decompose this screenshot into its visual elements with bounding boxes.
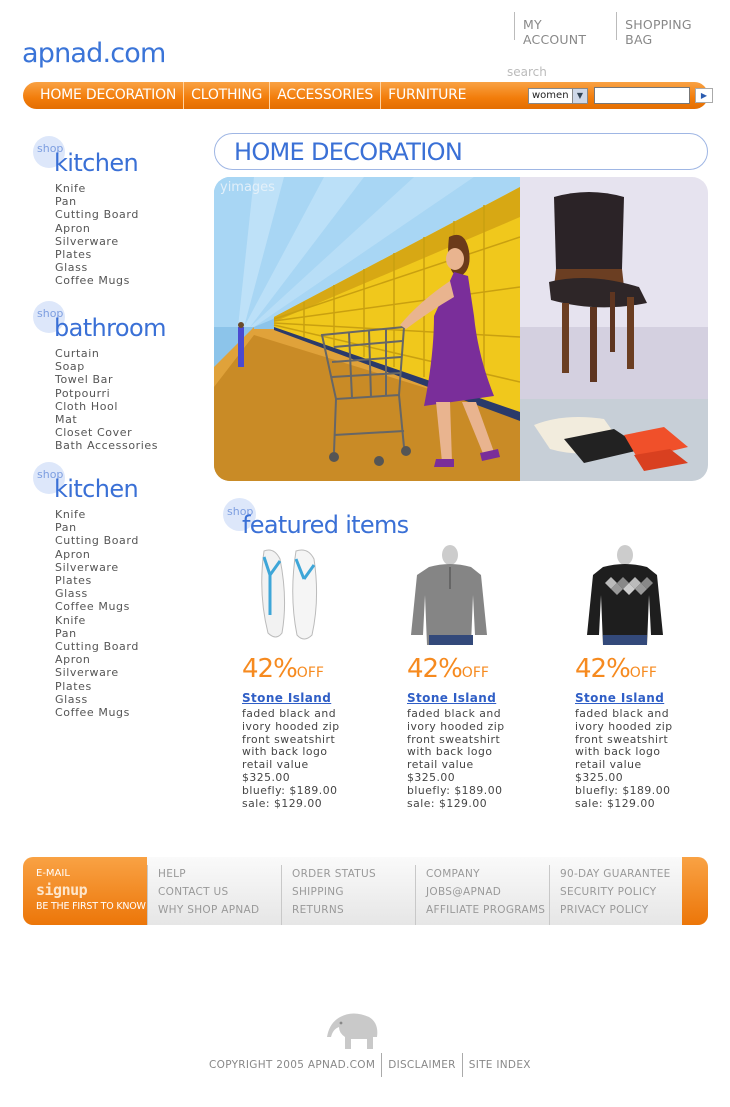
email-signup-button[interactable] <box>23 857 147 925</box>
desc-line: retail value <box>575 758 642 772</box>
desc-line: ivory hooded zip <box>242 719 340 733</box>
bottom-links <box>203 1053 537 1077</box>
chevron-down-icon: ▼ <box>572 89 587 103</box>
shop-label: shop <box>37 307 64 320</box>
discount-off: OFF <box>461 665 489 681</box>
featured-title: featured items <box>242 511 409 539</box>
footer-link-jobs[interactable]: JOBS@APNAD <box>426 886 502 898</box>
elephant-icon <box>323 1011 381 1051</box>
svg-text:yimages: yimages <box>220 180 275 195</box>
site-index-link[interactable]: SITE INDEX <box>462 1053 537 1077</box>
product-card <box>575 545 695 810</box>
category-item[interactable]: Mat <box>55 413 78 427</box>
category-title[interactable]: kitchen <box>54 475 139 503</box>
category-item[interactable]: Silverware <box>55 560 119 574</box>
desc-line: with back logo <box>242 745 328 759</box>
play-arrow-icon: ▶ <box>700 91 708 100</box>
category-item[interactable]: Coffee Mugs <box>55 600 130 614</box>
category-item[interactable]: Coffee Mugs <box>55 274 130 288</box>
search-category-select[interactable] <box>528 88 588 104</box>
disclaimer-link[interactable]: DISCLAIMER <box>381 1053 462 1077</box>
category-item[interactable]: Cloth Hool <box>55 399 119 413</box>
desc-line: retail value <box>407 758 474 772</box>
nav-furniture[interactable]: FURNITURE <box>388 87 467 103</box>
discount-label <box>242 654 362 688</box>
discount-percent: 42% <box>407 654 462 684</box>
signup-email-label: E-MAIL <box>36 868 70 879</box>
category-item[interactable]: Soap <box>55 360 85 374</box>
category-item[interactable]: Knife <box>55 508 86 521</box>
category-item[interactable]: Cutting Board <box>55 640 139 654</box>
category-item[interactable]: Plates <box>55 574 92 588</box>
desc-line: ivory hooded zip <box>575 719 673 733</box>
site-logo[interactable] <box>22 38 166 69</box>
category-item[interactable]: Potpourri <box>55 386 111 400</box>
footer-column <box>549 865 671 925</box>
shopping-bag-link[interactable]: SHOPPING BAG <box>616 12 730 40</box>
chair-photo <box>520 177 708 399</box>
discount-off: OFF <box>629 665 657 681</box>
category-item[interactable]: Towel Bar <box>55 373 114 387</box>
category-item[interactable]: Knife <box>55 182 86 195</box>
product-name-link[interactable]: Stone Island <box>407 691 497 705</box>
shop-label: shop <box>37 142 64 155</box>
desc-line: sale: $129.00 <box>575 796 656 810</box>
search-go-button[interactable] <box>695 88 713 103</box>
shop-label: shop <box>37 468 64 481</box>
nav-home-decoration[interactable]: HOME DECORATION <box>33 82 184 109</box>
desc-line: bluefly: $189.00 <box>407 783 503 797</box>
category-item[interactable]: Glass <box>55 261 88 275</box>
footer-link-why-shop[interactable]: WHY SHOP APNAD <box>158 904 260 916</box>
category-item[interactable]: Curtain <box>55 347 100 360</box>
category-item[interactable]: Silverware <box>55 666 119 680</box>
footer-column <box>281 865 376 925</box>
footer-end-cap <box>682 857 708 925</box>
category-item[interactable]: Coffee Mugs <box>55 706 130 720</box>
desc-line: retail value <box>242 758 309 772</box>
signup-label: signup <box>36 881 88 899</box>
page-title: HOME DECORATION <box>234 138 463 166</box>
discount-label <box>407 654 527 688</box>
category-item[interactable]: Plates <box>55 679 92 693</box>
category-item[interactable]: Cutting Board <box>55 534 139 548</box>
desc-line: faded black and <box>575 707 670 720</box>
nav-clothing[interactable]: CLOTHING <box>184 82 270 109</box>
category-item[interactable]: Apron <box>55 653 91 667</box>
desc-line: ivory hooded zip <box>407 719 505 733</box>
shop-label: shop <box>227 505 254 518</box>
logo-suffix: .com <box>102 38 166 69</box>
desc-line: $325.00 <box>575 770 624 784</box>
nav-accessories[interactable]: ACCESSORIES <box>270 82 381 109</box>
product-name-link[interactable]: Stone Island <box>242 691 332 705</box>
product-card <box>407 545 527 810</box>
desc-line: front sweatshirt <box>407 732 501 746</box>
category-item[interactable]: Pan <box>55 626 77 640</box>
discount-percent: 42% <box>242 654 297 684</box>
category-item[interactable]: Apron <box>55 221 91 235</box>
footer-link-privacy[interactable]: PRIVACY POLICY <box>560 904 649 916</box>
category-item[interactable]: Bath Accessories <box>55 439 159 453</box>
footer-links <box>23 857 708 925</box>
page-title-box <box>214 133 708 170</box>
footer-column <box>147 865 259 925</box>
footer-link-security[interactable]: SECURITY POLICY <box>560 886 657 898</box>
category-title[interactable]: bathroom <box>54 314 166 342</box>
category-item[interactable]: Pan <box>55 195 77 209</box>
desc-line: with back logo <box>407 745 493 759</box>
copyright-text: COPYRIGHT 2005 APNAD.COM <box>209 1059 376 1071</box>
logo-text: apnad <box>22 38 103 69</box>
category-item[interactable]: Glass <box>55 692 88 706</box>
signup-tagline: BE THE FIRST TO KNOW <box>36 901 146 912</box>
product-name-link[interactable]: Stone Island <box>575 691 665 705</box>
footer-link-contact[interactable]: CONTACT US <box>158 886 229 898</box>
grey-sweater-image[interactable] <box>407 545 517 645</box>
my-account-link[interactable]: MY ACCOUNT <box>514 12 616 40</box>
desc-line: with back logo <box>575 745 661 759</box>
desc-line: faded black and <box>407 707 502 720</box>
category-item[interactable]: Glass <box>55 587 88 601</box>
category-item[interactable]: Apron <box>55 547 91 561</box>
flip-flops-image[interactable] <box>242 545 352 645</box>
footer-link-guarantee[interactable]: 90-DAY GUARANTEE <box>560 868 671 880</box>
hero-banner[interactable] <box>214 177 708 481</box>
category-item[interactable]: Closet Cover <box>55 426 133 440</box>
category-item[interactable]: Plates <box>55 248 92 262</box>
footer-link-returns[interactable]: RETURNS <box>292 904 344 916</box>
product-description <box>407 708 527 810</box>
top-links <box>514 12 730 47</box>
hero-illustration <box>214 177 708 481</box>
black-sweater-image[interactable] <box>575 545 685 645</box>
desc-line: $325.00 <box>407 770 456 784</box>
discount-label <box>575 654 695 688</box>
discount-percent: 42% <box>575 654 630 684</box>
product-card <box>242 545 362 810</box>
discount-off: OFF <box>296 665 324 681</box>
desc-line: bluefly: $189.00 <box>242 783 338 797</box>
category-list <box>55 347 158 453</box>
footer-link-shipping[interactable]: SHIPPING <box>292 886 344 898</box>
desc-line: sale: $129.00 <box>242 796 323 810</box>
search-category-value: women <box>532 90 569 101</box>
desc-line: sale: $129.00 <box>407 796 488 810</box>
category-item[interactable]: Cutting Board <box>55 208 139 222</box>
product-description <box>242 708 362 810</box>
desc-line: bluefly: $189.00 <box>575 783 671 797</box>
linens-photo <box>520 399 708 481</box>
footer-link-affiliate[interactable]: AFFILIATE PROGRAMS <box>426 904 546 916</box>
footer-link-help[interactable]: HELP <box>158 868 186 880</box>
footer-link-order-status[interactable]: ORDER STATUS <box>292 868 376 880</box>
category-list <box>55 182 139 288</box>
shopping-illustration <box>214 177 520 481</box>
search-input[interactable] <box>594 87 690 104</box>
category-list <box>55 508 139 719</box>
main-nav <box>23 82 708 109</box>
footer-link-company[interactable]: COMPANY <box>426 868 480 880</box>
product-description <box>575 708 695 810</box>
desc-line: $325.00 <box>242 770 291 784</box>
category-item[interactable]: Knife <box>55 613 86 627</box>
footer-column <box>415 865 545 925</box>
search-label: search <box>507 65 547 79</box>
category-item[interactable]: Pan <box>55 521 77 535</box>
category-item[interactable]: Silverware <box>55 234 119 248</box>
desc-line: front sweatshirt <box>242 732 336 746</box>
desc-line: front sweatshirt <box>575 732 669 746</box>
category-title[interactable]: kitchen <box>54 149 139 177</box>
desc-line: faded black and <box>242 707 337 720</box>
